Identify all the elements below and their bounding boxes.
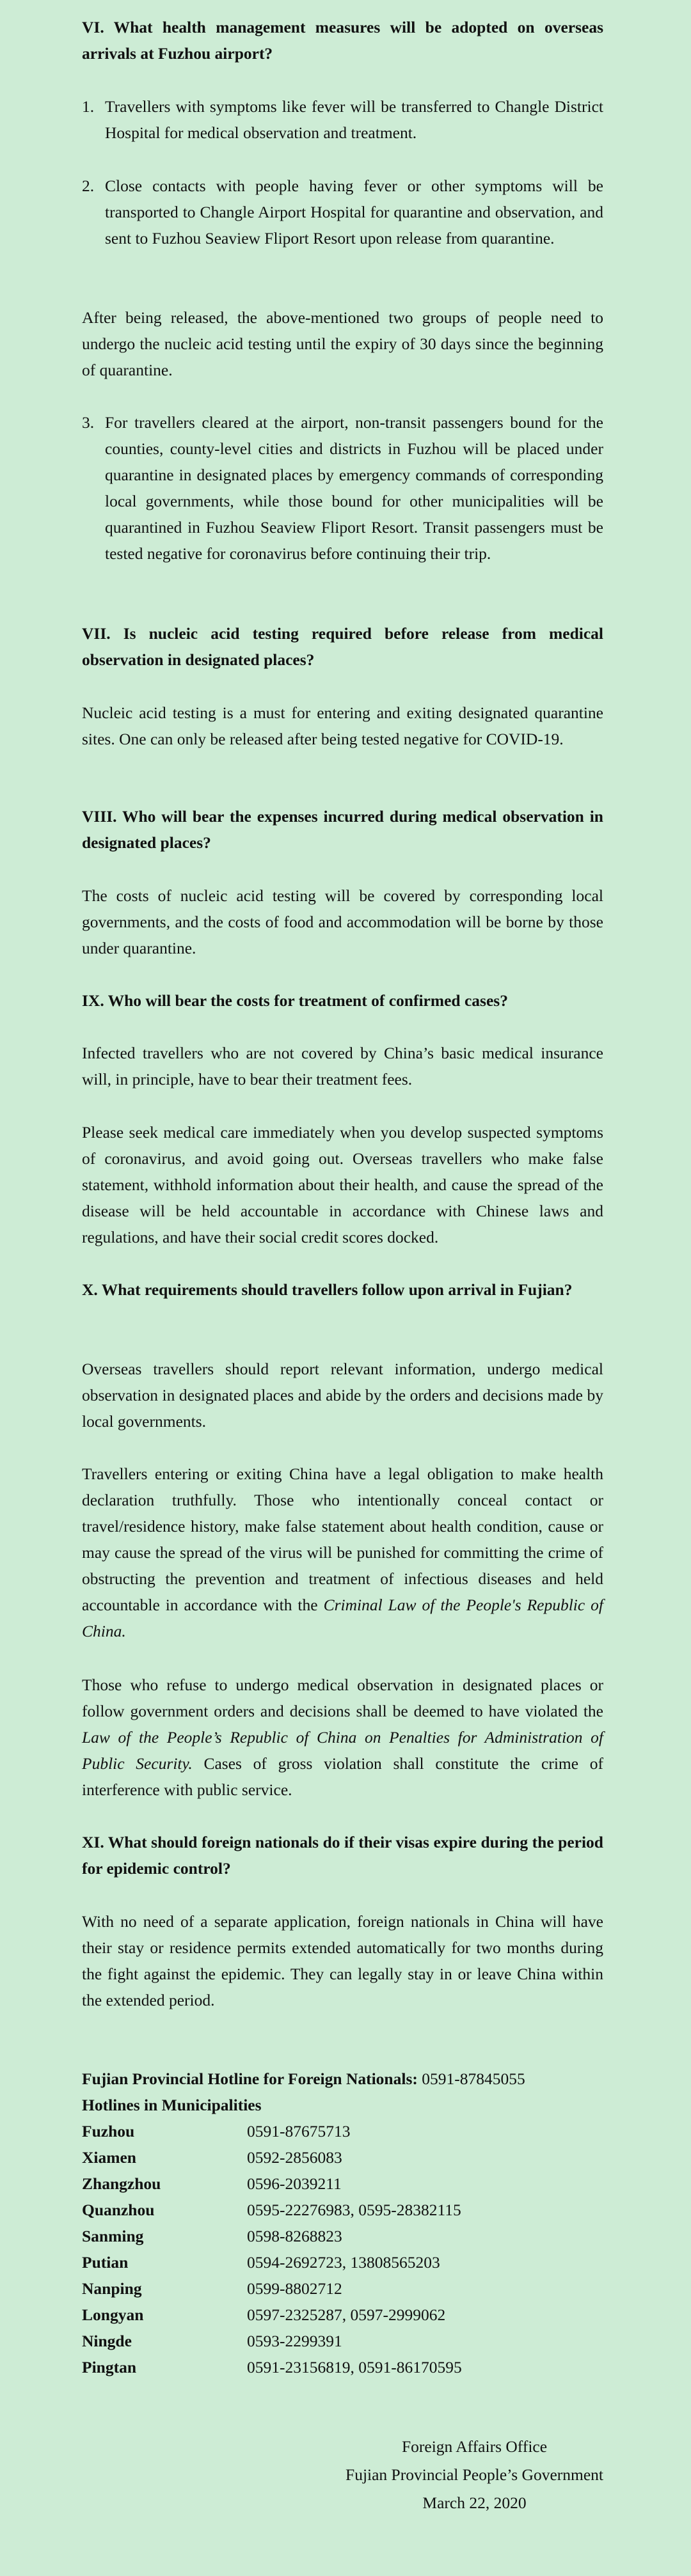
hotline-row [82, 2144, 603, 2171]
hotline-city: Longyan [82, 2305, 144, 2324]
signature-block [346, 2433, 603, 2517]
signature-office: Foreign Affairs Office [401, 2437, 548, 2456]
provincial-hotline: Fujian Provincial Hotline for Foreign Nationals: 0591-87845055 [82, 2069, 525, 2088]
hotline-row [82, 2354, 603, 2380]
municipal-hotlines-heading: Hotlines in Municipalities [82, 2096, 262, 2114]
hotline-phone: 0594-2692723, 13808565203 [247, 2253, 440, 2272]
hotline-phone: 0599-8802712 [247, 2279, 342, 2298]
list-item-3 [82, 409, 603, 567]
hotline-city: Sanming [82, 2227, 144, 2245]
paragraph-after-release: After being released, the above-mentioned two groups of people need to undergo the nucleic acid testing until the expiry of 30 days since the beginning of quarantine. [82, 308, 603, 379]
hotline-row [82, 2197, 603, 2223]
heading-vii: VII. Is nucleic acid testing required before release from medical observation in designated places? [82, 624, 603, 669]
signature-date: March 22, 2020 [422, 2494, 527, 2512]
section-xi [82, 1829, 603, 1881]
hotline-phone: 0596-2039211 [247, 2174, 342, 2193]
section-viii-body: The costs of nucleic acid testing will be covered by corresponding local governments, and the costs of food and accommodation will be borne by those under quarantine. [82, 886, 603, 957]
section-vii [82, 620, 603, 673]
hotline-phone: 0592-2856083 [247, 2148, 342, 2167]
section-viii [82, 803, 603, 856]
section-ix-body-2: Please seek medical care immediately when you develop suspected symptoms of coronavirus, and avoid going out. Overseas travellers who make false statement, withhold information about their health, and cause the spread of the disease will be held accountable in accordance with Chinese laws and regulations, and have their social credit scores docked. [82, 1123, 603, 1246]
list-number: 3. [82, 413, 95, 432]
hotline-row [82, 2328, 603, 2354]
signature-government: Fujian Provincial People’s Government [346, 2465, 603, 2484]
section-x-body-1: Overseas travellers should report relevant information, undergo medical observation in designated places and abide by the orders and decisions made by local governments. [82, 1360, 603, 1431]
criminal-law-title: Criminal Law of the People's Republic of China. [82, 1596, 604, 1640]
hotline-phone: 0591-23156819, 0591-86170595 [247, 2358, 462, 2376]
hotline-block [82, 2066, 603, 2380]
provincial-hotline-number: 0591-87845055 [417, 2069, 525, 2088]
hotline-city: Fuzhou [82, 2122, 135, 2140]
list-item-1 [82, 93, 603, 146]
list-text: Close contacts with people having fever or other symptoms will be transported to Changle Airport Hospital for quarantine and observation, and sent to Fuzhou Seaview Fliport Resort upon release from quarantine. [105, 177, 603, 247]
public-security-law-title: Law of the People’s Republic of China on Penalties for Administration of Public Security. [82, 1728, 603, 1773]
hotline-row [82, 2223, 603, 2249]
section-x-body-2: Travellers entering or exiting China have a legal obligation to make health declaration truthfully. Those who intentionally conceal contact or travel/residence history, make false statement about health condition, cause or may cause the spread of the virus will be punished for committing the crime of obstructing the prevention and treatment of infectious diseases and held accountable in accordance with the Criminal Law of the People's Republic of China. [82, 1465, 604, 1640]
hotline-city: Nanping [82, 2279, 142, 2298]
list-text: Travellers with symptoms like fever will be transferred to Changle District Hospital for medical observation and treatment. [105, 97, 603, 142]
heading-ix: IX. Who will bear the costs for treatment of confirmed cases? [82, 991, 508, 1010]
hotline-phone: 0598-8268823 [247, 2227, 342, 2245]
hotline-city: Putian [82, 2253, 129, 2272]
hotline-row [82, 2118, 603, 2144]
list-text: For travellers cleared at the airport, non-transit passengers bound for the counties, county-level cities and districts in Fuzhou will be placed under quarantine in designated places by emergency commands of corresponding local governments, while those bound for other municipalities will be quarantined in Fuzhou Seaview Fliport Resort. Transit passengers must be tested negative for coronavirus before continuing their trip. [105, 413, 603, 563]
hotline-phone: 0593-2299391 [247, 2332, 342, 2350]
section-x [82, 1276, 603, 1303]
list-number: 2. [82, 177, 95, 195]
hotline-city: Quanzhou [82, 2201, 155, 2219]
section-x-body-3: Those who refuse to undergo medical observation in designated places or follow government orders and decisions shall be deemed to have violated the Law of the People’s Republic of China on Penalties for Administration of Public Security. Cases of gross violation shall constitute the crime of interference with public service. [82, 1676, 603, 1799]
section-ix [82, 987, 603, 1014]
hotline-phone: 0597-2325287, 0597-2999062 [247, 2305, 446, 2324]
list-item-2 [82, 173, 603, 251]
heading-vi: VI. What health management measures will be adopted on overseas arrivals at Fuzhou airport? [82, 18, 603, 63]
list-number: 1. [82, 97, 95, 116]
section-ix-body-1: Infected travellers who are not covered by China’s basic medical insurance will, in principle, have to bear their treatment fees. [82, 1044, 603, 1088]
hotline-list [82, 2118, 603, 2380]
hotline-row [82, 2249, 603, 2275]
hotline-city: Xiamen [82, 2148, 136, 2167]
hotline-phone: 0595-22276983, 0595-28382115 [247, 2201, 461, 2219]
hotline-city: Zhangzhou [82, 2174, 161, 2193]
hotline-row [82, 2302, 603, 2328]
section-vii-body: Nucleic acid testing is a must for entering and exiting designated quarantine sites. One can only be released after being tested negative for COVID-19. [82, 703, 603, 748]
heading-viii: VIII. Who will bear the expenses incurred during medical observation in designated places? [82, 807, 603, 852]
section-xi-body: With no need of a separate application, foreign nationals in China will have their stay or residence permits extended automatically for two months during the fight against the epidemic. They can legally stay in or leave China within the extended period. [82, 1912, 603, 2009]
hotline-row [82, 2275, 603, 2302]
hotline-city: Pingtan [82, 2358, 137, 2376]
hotline-city: Ningde [82, 2332, 132, 2350]
section-vi-heading [82, 14, 603, 67]
heading-x: X. What requirements should travellers follow upon arrival in Fujian? [82, 1280, 573, 1299]
hotline-row [82, 2171, 603, 2197]
heading-xi: XI. What should foreign nationals do if their visas expire during the period for epidemic control? [82, 1833, 603, 1878]
hotline-phone: 0591-87675713 [247, 2122, 351, 2140]
